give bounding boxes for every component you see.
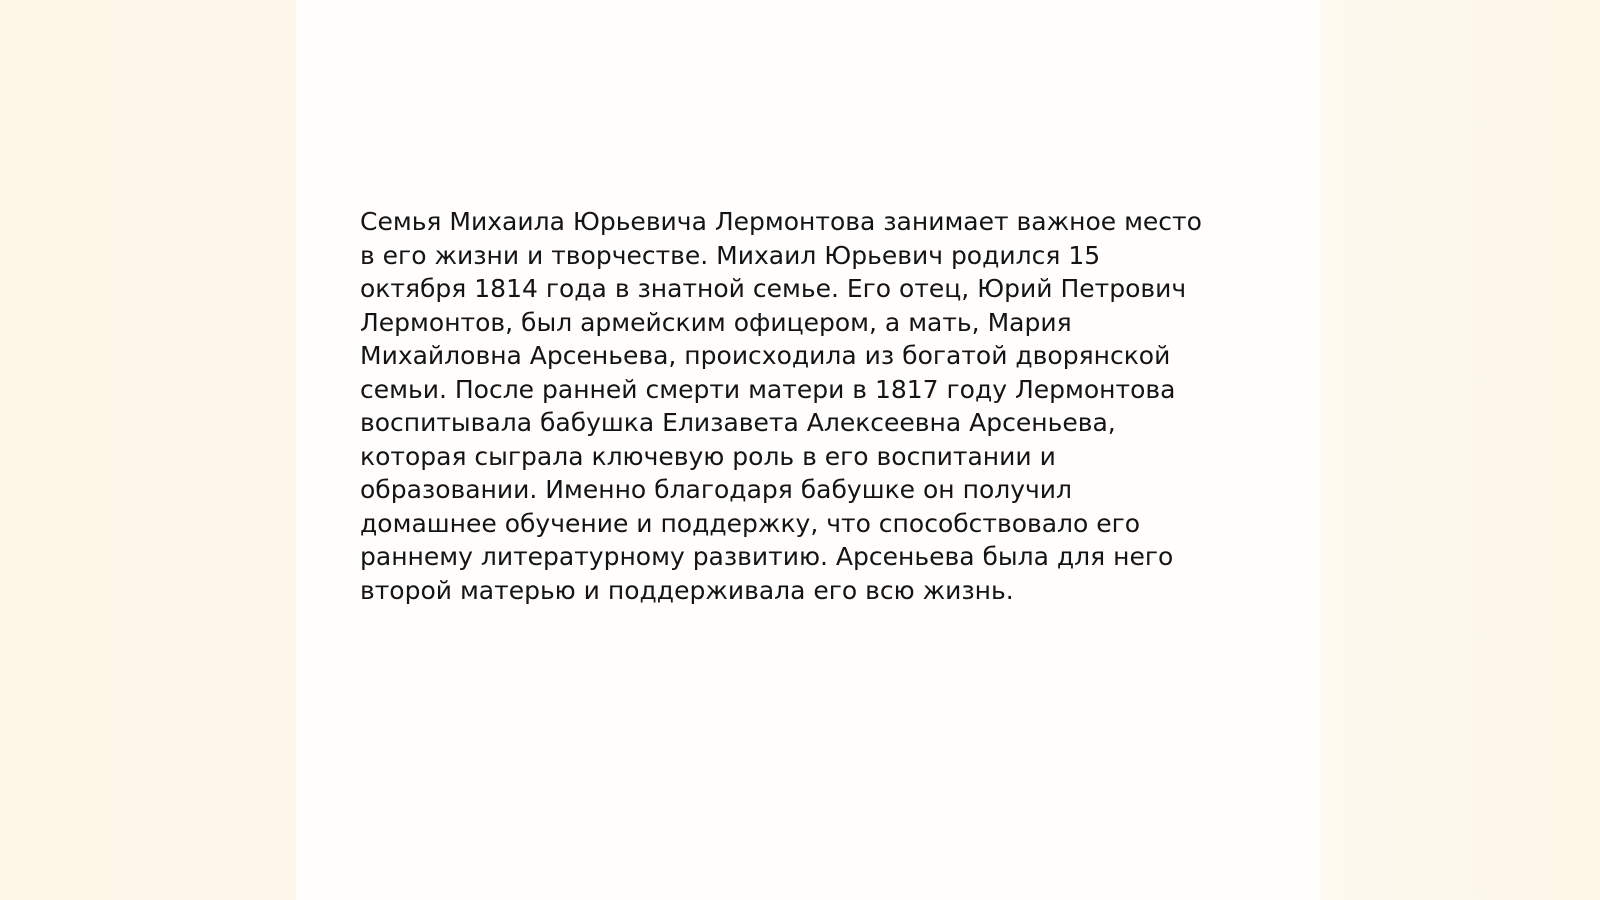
paragraph-line: семьи. После ранней смерти матери в 1817 году Лермонтова <box>360 374 1176 404</box>
paragraph-line: которая сыграла ключевую роль в его воспитании и <box>360 441 1056 471</box>
paragraph-line: октября 1814 года в знатной семье. Его отец, Юрий Петрович <box>360 274 1187 303</box>
paragraph-line: домашнее обучение и поддержку, что способствовало его <box>360 508 1141 538</box>
background-right-panel <box>1320 0 1600 900</box>
paragraph-line: Лермонтов, был армейским офицером, а мать, Мария <box>360 307 1072 337</box>
paragraph-line: раннему литературному развитию. Арсеньева была для него <box>360 542 1174 571</box>
slide-page <box>296 0 1320 900</box>
body-paragraph <box>360 205 1260 607</box>
paragraph-line: в его жизни и творчестве. Михаил Юрьевич родился 15 <box>360 240 1101 270</box>
paragraph-line: второй матерью и поддерживала его всю жизнь. <box>360 575 1014 605</box>
paragraph-line: Семья Михаила Юрьевича Лермонтова занимает важное место <box>360 207 1202 236</box>
background-left-panel <box>0 0 296 900</box>
paragraph-line: образовании. Именно благодаря бабушке он получил <box>360 475 1073 504</box>
paragraph-line: Михайловна Арсеньева, происходила из богатой дворянской <box>360 341 1171 370</box>
paragraph-line: воспитывала бабушка Елизавета Алексеевна Арсеньева, <box>360 408 1116 437</box>
